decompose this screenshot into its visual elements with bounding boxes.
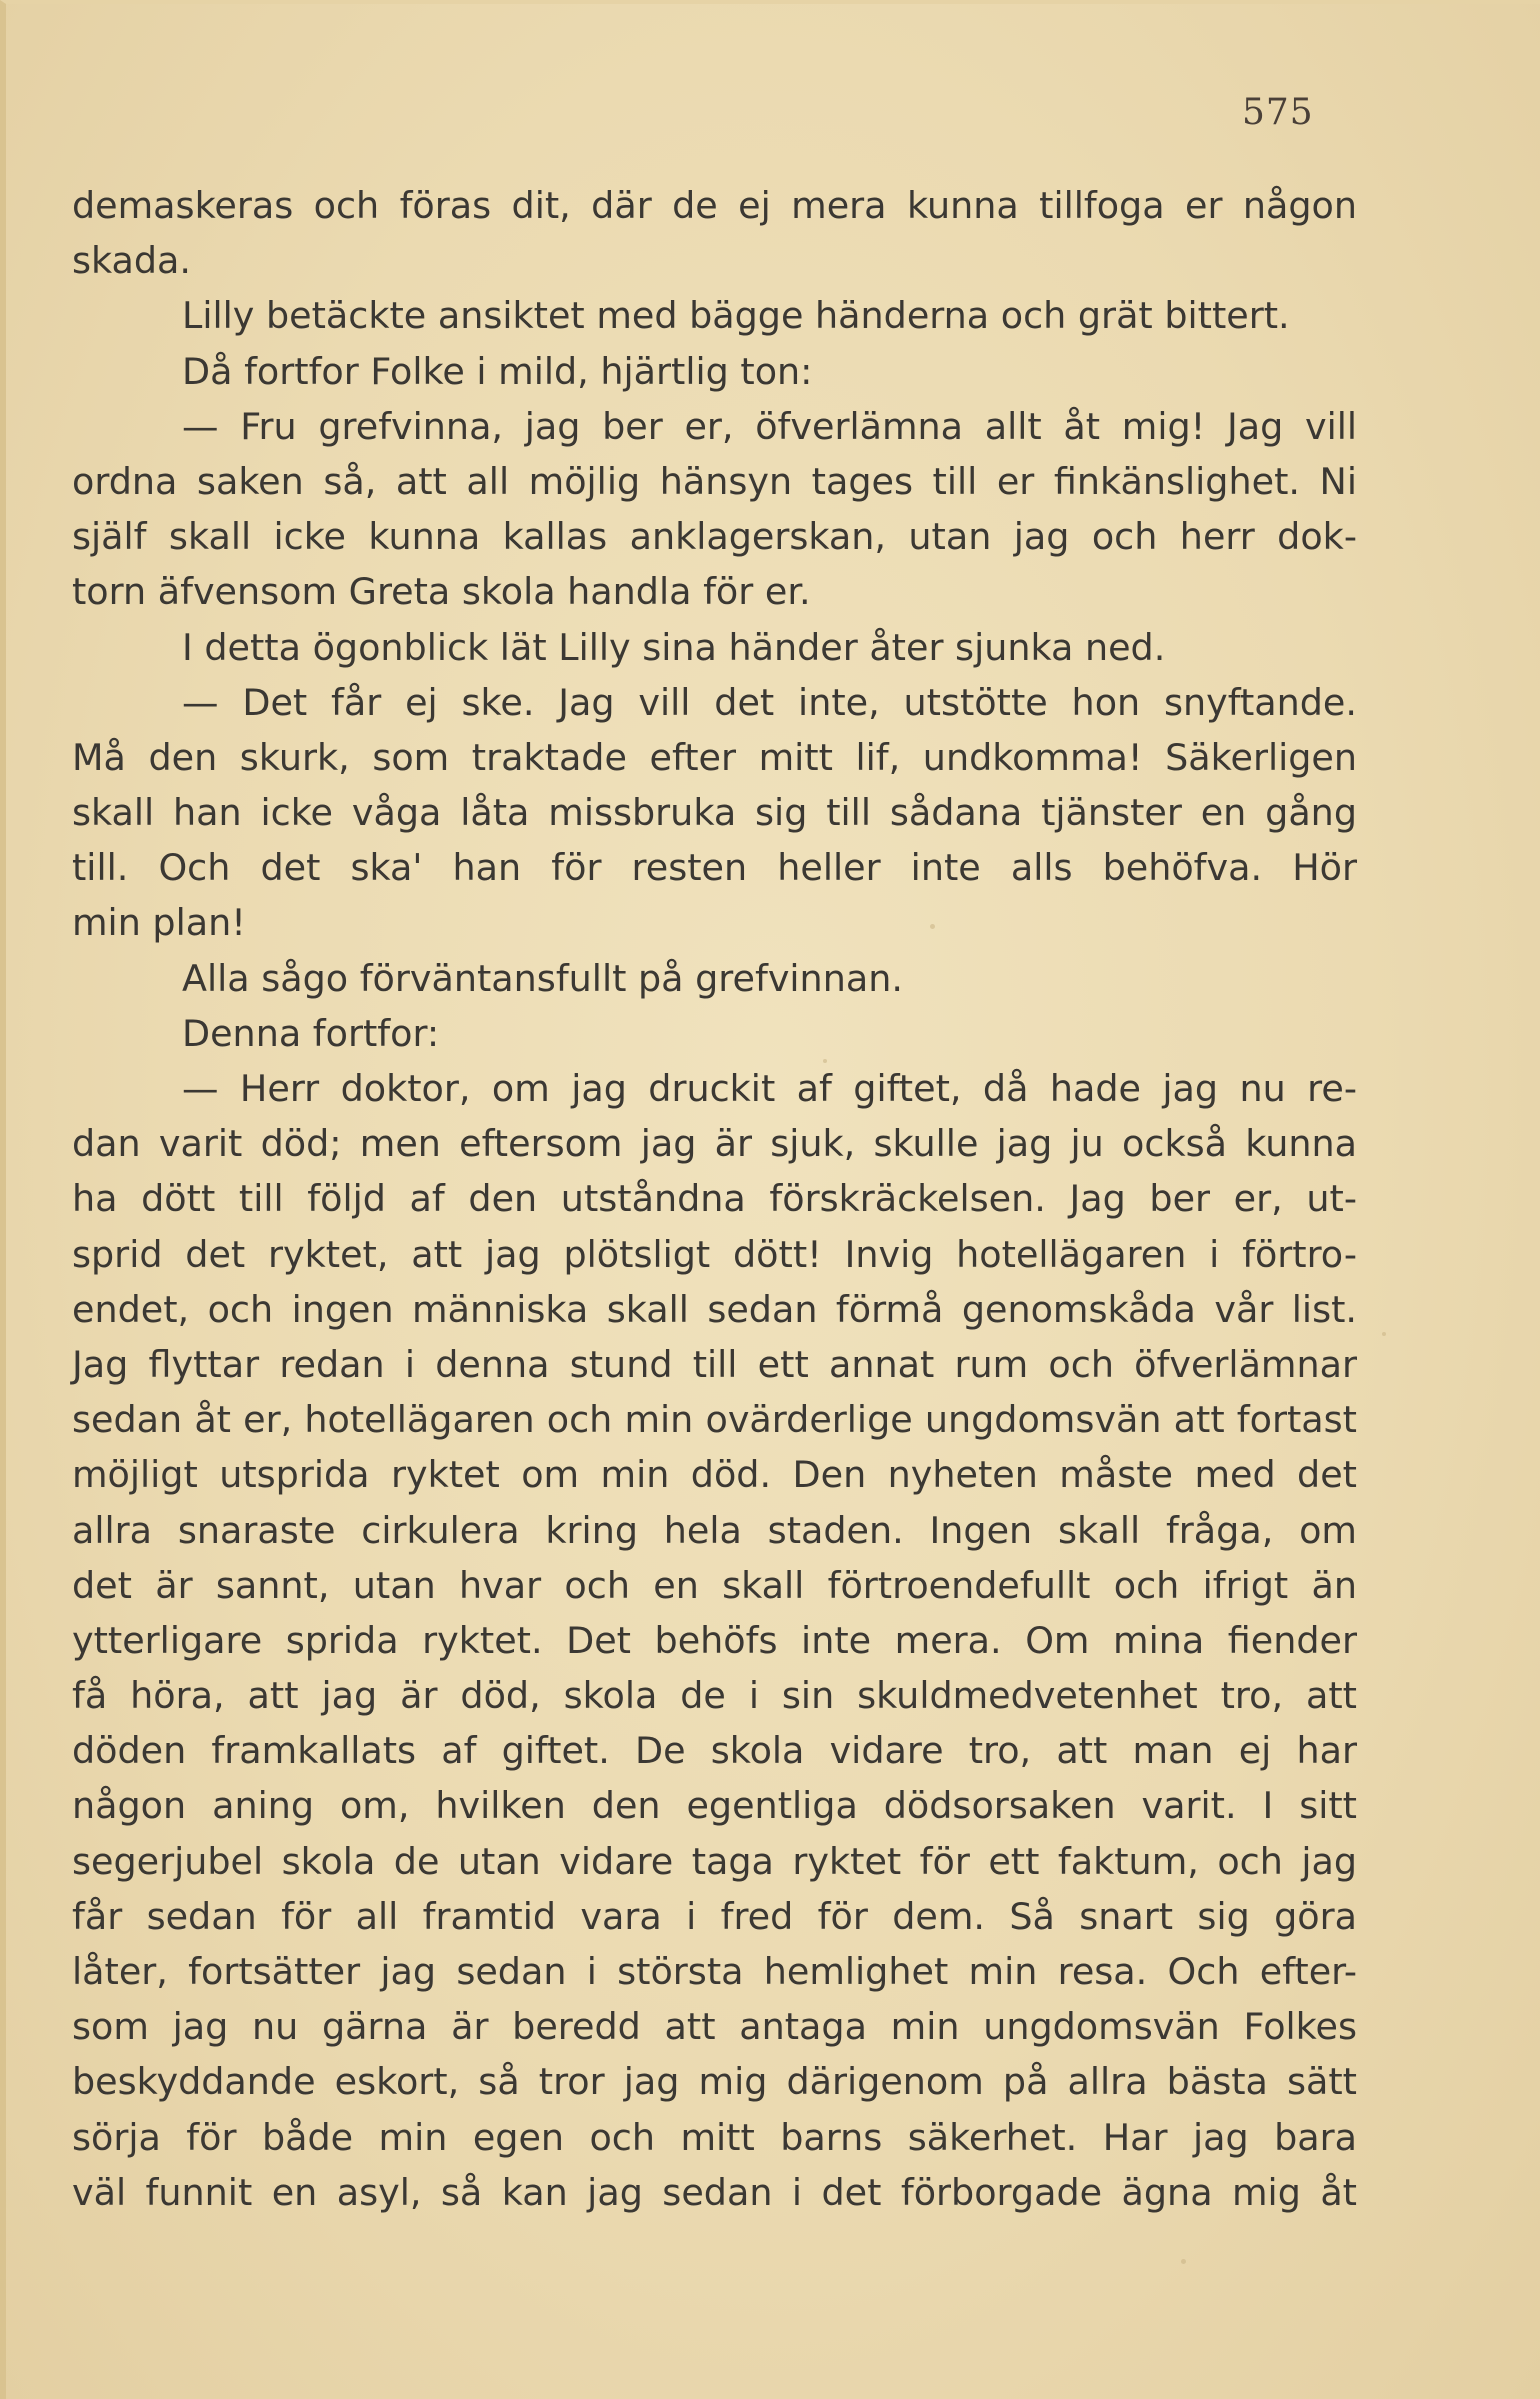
text-line: torn äfvensom Greta skola handla för er.: [72, 570, 811, 614]
text-line: min plan!: [72, 901, 246, 945]
paper-spot: [1181, 2259, 1186, 2264]
body-text: [72, 178, 1357, 2220]
text-line: — Herr doktor, om jag druckit af giftet, då hade jag nu re-: [182, 1067, 1357, 1110]
text-line: få höra, att jag är död, skola de i sin skuldmedvetenhet tro, att: [72, 1674, 1357, 1718]
text-line: får sedan för all framtid vara i fred för dem. Så snart sig göra: [72, 1894, 1357, 1938]
text-line: Jag flyttar redan i denna stund till ett annat rum och öfverlämnar: [72, 1342, 1357, 1386]
text-line: det är sannt, utan hvar och en skall förtroendefullt och ifrigt än: [72, 1563, 1357, 1607]
text-line: skall han icke våga låta missbruka sig till sådana tjänster en gång: [72, 791, 1357, 835]
text-line: dan varit död; men eftersom jag är sjuk, skulle jag ju också kunna: [72, 1122, 1357, 1166]
text-line: någon aning om, hvilken den egentliga dödsorsaken varit. I sitt: [72, 1784, 1357, 1828]
text-line: allra snaraste cirkulera kring hela staden. Ingen skall fråga, om: [72, 1508, 1357, 1552]
text-line: ordna saken så, att all möjlig hänsyn tages till er finkänslighet. Ni: [72, 459, 1357, 503]
text-line: låter, fortsätter jag sedan i största hemlighet min resa. Och efter-: [72, 1950, 1357, 1993]
text-line: — Fru grefvinna, jag ber er, öfverlämna allt åt mig! Jag vill: [182, 404, 1357, 448]
text-line: möjligt utsprida ryktet om min död. Den nyheten måste med det: [72, 1453, 1357, 1497]
text-line: sörja för både min egen och mitt barns säkerhet. Har jag bara: [72, 2115, 1357, 2159]
text-line: Må den skurk, som traktade efter mitt lif, undkomma! Säkerligen: [72, 735, 1357, 779]
text-line: — Det får ej ske. Jag vill det inte, utstötte hon snyftande.: [182, 680, 1357, 724]
text-line: demaskeras och föras dit, där de ej mera kunna tillfoga er någon: [72, 184, 1357, 227]
text-line: ytterligare sprida ryktet. Det behöfs inte mera. Om mina fiender: [72, 1618, 1357, 1662]
text-line: Då fortfor Folke i mild, hjärtlig ton:: [182, 349, 813, 393]
text-line: sprid det ryktet, att jag plötsligt dött! Invig hotellägaren i förtro-: [72, 1232, 1357, 1276]
text-line: endet, och ingen människa skall sedan förmå genomskåda vår list.: [72, 1287, 1357, 1331]
text-line: Alla sågo förväntansfullt på grefvinnan.: [182, 956, 903, 1000]
text-line: som jag nu gärna är beredd att antaga min ungdomsvän Folkes: [72, 2005, 1357, 2049]
text-line: beskyddande eskort, så tror jag mig därigenom på allra bästa sätt: [72, 2060, 1357, 2104]
text-line: Denna fortfor:: [182, 1011, 440, 1055]
paper-spot: [1382, 1332, 1386, 1336]
page-number: 575: [1242, 92, 1314, 133]
text-line: I detta ögonblick lät Lilly sina händer åter sjunka ned.: [182, 625, 1166, 669]
text-line: väl funnit en asyl, så kan jag sedan i det förborgade ägna mig åt: [72, 2170, 1357, 2214]
text-line: Lilly betäckte ansiktet med bägge händerna och grät bittert.: [182, 294, 1290, 338]
text-line: ha dött till följd af den utståndna förskräckelsen. Jag ber er, ut-: [72, 1177, 1357, 1221]
text-line: till. Och det ska' han för resten heller inte alls behöfva. Hör: [72, 846, 1357, 890]
text-line: sedan åt er, hotellägaren och min ovärderlige ungdomsvän att fortast: [72, 1398, 1357, 1442]
text-line: döden framkallats af giftet. De skola vidare tro, att man ej har: [72, 1729, 1357, 1773]
text-line: själf skall icke kunna kallas anklagerskan, utan jag och herr dok-: [72, 515, 1357, 559]
text-line: skada.: [72, 239, 192, 283]
text-line: segerjubel skola de utan vidare taga ryktet för ett faktum, och jag: [72, 1839, 1357, 1883]
